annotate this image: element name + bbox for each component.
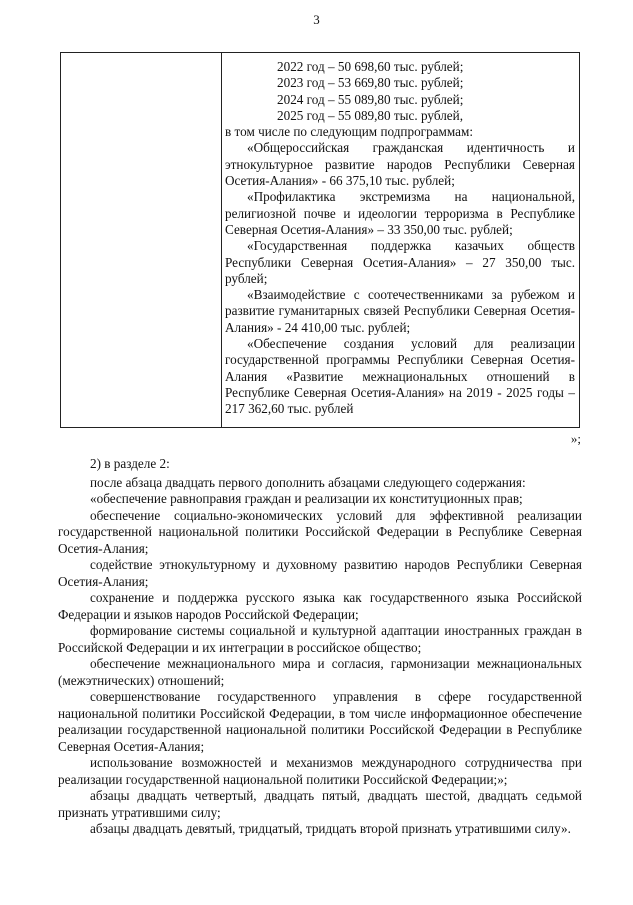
paragraph: после абзаца двадцать первого дополнить абзацами следующего содержания: — [90, 474, 526, 490]
page-number: 3 — [313, 12, 320, 27]
subprogram-item: «Взаимодействие с соотечественниками за рубежом и развитие гуманитарных связей Республики Северная Осетия-Алания» - 24 410,00 тыс. рублей; — [225, 287, 575, 335]
subprogram-item: «Общероссийская гражданская идентичность и этнокультурное развитие народов Республики Северная Осетия-Алания» - 66 375,10 тыс. рублей; — [225, 140, 575, 189]
table-left-cell — [61, 53, 221, 427]
table-column-divider — [221, 53, 222, 427]
paragraph: сохранение и поддержка русского языка как государственного языка Российской Федерации и языков народов Российской Федерации; — [58, 590, 582, 622]
subprogram-item: «Государственная поддержка казачьих обществ Республики Северная Осетия-Алания» – 27 350,00 тыс. рублей; — [225, 238, 575, 286]
funding-year-line: 2022 год – 50 698,60 тыс. рублей; — [277, 59, 464, 74]
subprograms-intro: в том числе по следующим подпрограммам: — [225, 124, 473, 140]
document-body — [58, 456, 582, 838]
paragraph: формирование системы социальной и культурной адаптации иностранных граждан в Российской Федерации и их интеграции в российское общество; — [58, 623, 582, 655]
paragraph: абзацы двадцать четвертый, двадцать пятый, двадцать шестой, двадцать седьмой признать утратившими силу; — [58, 788, 582, 820]
paragraph: обеспечение социально-экономических условий для эффективной реализации государственной национальной политики Российской Федерации в Республике Северная Осетия-Алания; — [58, 507, 582, 556]
paragraph: «обеспечение равноправия граждан и реализации их конституционных прав; — [90, 491, 523, 506]
table-closing-quote: »; — [570, 431, 581, 446]
funding-year-line: 2025 год – 55 089,80 тыс. рублей, — [277, 107, 463, 123]
funding-year-line: 2023 год – 53 669,80 тыс. рублей; — [277, 75, 464, 91]
subprogram-item: «Обеспечение создания условий для реализации государственной программы Республики Северная Осетия-Алания «Развитие межнациональных отношений в Республике Северная Осетия-Алания» на 2019 - 2025 годы – 217 362,60 тыс. рублей — [225, 336, 575, 417]
funding-table — [60, 52, 580, 428]
subprogram-item: «Профилактика экстремизма на национальной, религиозной почве и идеологии терроризма в Республике Северная Осетия-Алания» – 33 350,00 тыс. рублей; — [225, 189, 575, 237]
paragraph: обеспечение межнационального мира и согласия, гармонизации межнациональных (межэтнических) отношений; — [58, 656, 582, 688]
paragraph: содействие этнокультурному и духовному развитию народов Республики Северная Осетия-Алания; — [58, 557, 582, 589]
section-heading: 2) в разделе 2: — [90, 456, 170, 471]
paragraph: совершенствование государственного управления в сфере государственной национальной политики Российской Федерации, в том числе информационное обеспечение реализации государственной национальной политики Российской Федерации в Республике Северная Осетия-Алания; — [58, 689, 582, 754]
table-right-cell — [225, 59, 575, 418]
paragraph: использование возможностей и механизмов международного сотрудничества при реализации государственной национальной политики Российской Федерации;»; — [58, 755, 582, 787]
paragraph: абзацы двадцать девятый, тридцатый, тридцать второй признать утратившими силу». — [90, 821, 571, 836]
funding-year-line: 2024 год – 55 089,80 тыс. рублей; — [277, 91, 464, 107]
